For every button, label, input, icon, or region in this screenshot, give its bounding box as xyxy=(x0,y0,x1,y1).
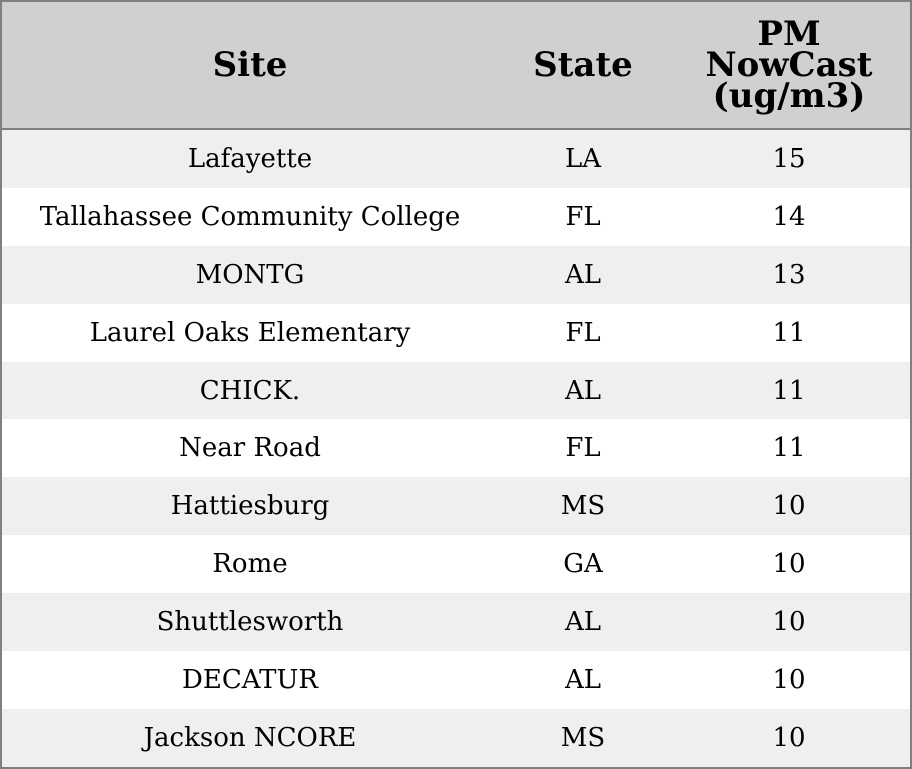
header-pm-line2: NowCast xyxy=(705,44,873,85)
table-header xyxy=(2,2,910,130)
site-cell: Laurel Oaks Elementary xyxy=(89,317,411,348)
pm-cell: 11 xyxy=(772,375,806,406)
pm-cell: 10 xyxy=(772,664,806,695)
state-cell: AL xyxy=(564,375,602,406)
header-pm-nowcast xyxy=(668,13,910,116)
site-cell: Shuttlesworth xyxy=(156,607,344,638)
table-row xyxy=(2,246,910,304)
table-row xyxy=(2,651,910,709)
site-cell: Tallahassee Community College xyxy=(39,201,461,232)
state-cell: FL xyxy=(565,433,601,464)
table-row xyxy=(2,188,910,246)
pm-cell: 13 xyxy=(772,259,806,290)
state-cell: AL xyxy=(564,607,602,638)
site-cell: Jackson NCORE xyxy=(143,722,357,753)
pm-cell: 14 xyxy=(772,201,806,232)
state-cell: GA xyxy=(563,549,603,580)
table-row xyxy=(2,362,910,420)
table-row xyxy=(2,535,910,593)
site-cell: CHICK. xyxy=(199,375,301,406)
header-site: Site xyxy=(212,44,288,85)
site-cell: Near Road xyxy=(179,433,321,464)
pm-cell: 11 xyxy=(772,317,806,348)
site-cell: MONTG xyxy=(195,259,305,290)
table-row xyxy=(2,304,910,362)
pm-cell: 10 xyxy=(772,491,806,522)
pm-cell: 11 xyxy=(772,433,806,464)
site-cell: Lafayette xyxy=(187,143,313,174)
pm-cell: 15 xyxy=(772,143,806,174)
header-pm-line1: PM xyxy=(757,13,821,54)
table-row xyxy=(2,130,910,188)
site-cell: DECATUR xyxy=(182,664,318,695)
table-row xyxy=(2,419,910,477)
header-pm-line3: (ug/m3) xyxy=(712,75,866,116)
state-cell: MS xyxy=(560,722,606,753)
pm-cell: 10 xyxy=(772,722,806,753)
site-cell: Rome xyxy=(212,549,288,580)
table-row xyxy=(2,593,910,651)
table-row xyxy=(2,709,910,767)
pm-cell: 10 xyxy=(772,549,806,580)
pm-cell: 10 xyxy=(772,607,806,638)
header-state: State xyxy=(533,44,633,85)
state-cell: AL xyxy=(564,259,602,290)
site-cell: Hattiesburg xyxy=(170,491,330,522)
state-cell: FL xyxy=(565,201,601,232)
state-cell: AL xyxy=(564,664,602,695)
table-body xyxy=(2,130,910,767)
state-cell: MS xyxy=(560,491,606,522)
state-cell: LA xyxy=(564,143,602,174)
state-cell: FL xyxy=(565,317,601,348)
table-row xyxy=(2,477,910,535)
